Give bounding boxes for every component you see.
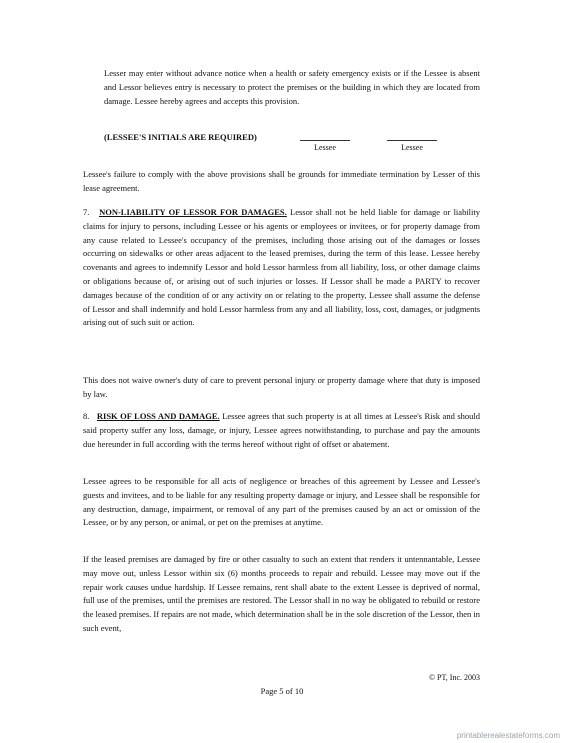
section-8	[83, 410, 480, 451]
paragraph-failure: Lessee's failure to comply with the above provisions shall be grounds for immediate termination by Lesser of this lease agreement.	[83, 169, 480, 193]
signature-line	[300, 132, 350, 141]
initials-signature-2[interactable]	[387, 132, 437, 152]
section-7-heading: NON-LIABILITY OF LESSOR FOR DAMAGES.	[99, 207, 287, 217]
signature-caption: Lessee	[314, 143, 336, 152]
page-number: Page 5 of 10	[260, 686, 304, 696]
paragraph-casualty: If the leased premises are damaged by fire or other casualty to such an extent that renders it untennantable, Lessee may move out, unless Lessor within six (6) months proceeds to repair and rebuild. Lessee may move out if the repair work causes undue hardship. If Lessee remains, rent shall abate to the extent Lessee is deprived of normal, full use of the premises, until the premises are restored. The Lessor shall in no way be obligated to rebuild or restore the leased premises. If repairs are not made, which determination shall be in the sole discretion of the Lessor, then in such event,	[83, 554, 480, 633]
section-8-body: Lessee agrees that such property is at all times at Lessee's Risk and should said property suffer any loss, damage, or injury, Lessee agrees notwithstanding, to purchase and pay the amounts due hereunder in full according with the terms hereof without right of offset or abatement.	[83, 411, 480, 449]
section-7-body: Lessor shall not be held liable for damage or liability claims for injury to persons, including Lessee or his agents or employees or invitees, or for property damage from any cause related to Lessee's occupancy of the premises, including those arising out of the damages or losses occurring on sidewalks or other areas adjacent to the leased premises, during the term of this lease. Lessee hereby covenants and agrees to indemnify Lessor and hold Lessor harmless from all liability, loss, or other damage claims or obligations because of, or arising out of such injuries or losses. If Lessor shall be made a PARTY to recover damages because of the condition of or any activity on or relating to the property, Lessee shall assume the defense of Lessor and shall indemnify and hold Lessor harmless from any and all liability, loss, cost, damages, or judgments arising out of such suit or action.	[83, 207, 481, 328]
paragraph-entry: Lesser may enter without advance notice when a health or safety emergency exists or if the Lessee is absent and Lessor believes entry is necessary to protect the premises or the building in which they are located from damage. Lessee hereby agrees and accepts this provision.	[104, 68, 480, 106]
section-8-heading: RISK OF LOSS AND DAMAGE.	[96, 411, 220, 421]
section-8-number: 8.	[83, 411, 90, 421]
section-7-number: 7.	[83, 207, 90, 217]
initials-required-label: (LESSEE'S INITIALS ARE REQUIRED)	[104, 132, 257, 142]
signature-line	[387, 132, 437, 141]
initials-signature-1[interactable]	[300, 132, 350, 152]
site-watermark: printablerealestateforms.com	[456, 731, 560, 740]
section-7	[83, 206, 480, 330]
signature-caption: Lessee	[401, 143, 423, 152]
paragraph-responsible: Lessee agrees to be responsible for all acts of negligence or breaches of this agreement by Lessee and Lessee's guests and invitees, and to be liable for any resulting property damage or injury, and Lessee shall be responsible for any destruction, damage, impairment, or removal of any part of the premises caused by an act or omission of the Lessee, or by any person, or animal, or pet on the premises at anytime.	[83, 476, 480, 528]
copyright-notice: © PT, Inc. 2003	[428, 673, 480, 682]
paragraph-waiver: This does not waive owner's duty of care to prevent personal injury or property damage where that duty is imposed by law.	[83, 375, 480, 399]
